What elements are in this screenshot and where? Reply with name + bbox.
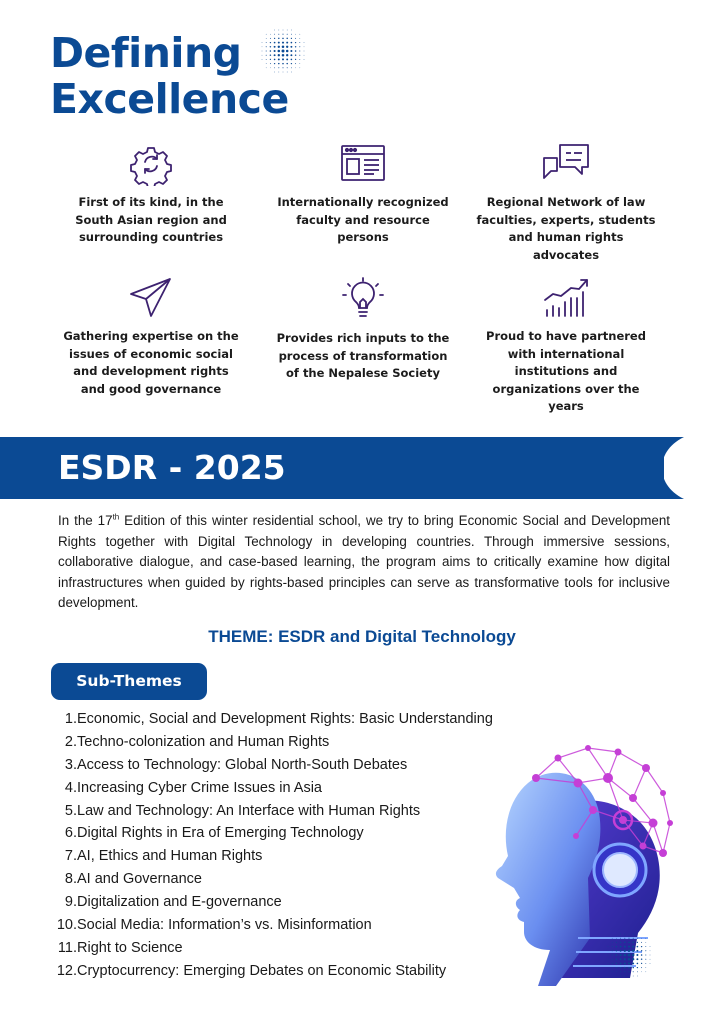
intro-text-start: In the 17 xyxy=(58,513,113,528)
lightbulb-icon xyxy=(340,276,386,322)
feature-text: Regional Network of law faculties, experts, students and human rights advocates xyxy=(476,195,656,262)
list-text: Increasing Cyber Crime Issues in Asia xyxy=(77,779,322,796)
banner-cap xyxy=(644,437,684,499)
list-text: Law and Technology: An Interface with Human Rights xyxy=(77,802,421,819)
feature-item xyxy=(61,276,241,398)
list-text: Techno-colonization and Human Rights xyxy=(77,733,330,750)
theme-heading: THEME: ESDR and Digital Technology xyxy=(208,627,516,646)
list-text: Access to Technology: Global North-South Debates xyxy=(77,756,408,773)
feature-item xyxy=(61,142,241,247)
feature-text: First of its kind, in the South Asian region and surrounding countries xyxy=(75,195,227,244)
intro-paragraph xyxy=(58,511,670,614)
list-number: 5. xyxy=(64,802,77,819)
banner-title: ESDR - 2025 xyxy=(58,448,286,487)
feature-text: Proud to have partnered with international institutions and organizations over the years xyxy=(486,329,646,413)
list-number: 12. xyxy=(56,962,77,979)
feature-item xyxy=(476,276,656,416)
feature-item xyxy=(273,276,453,383)
paper-plane-icon xyxy=(128,276,174,320)
list-number: 4. xyxy=(64,779,77,796)
list-item xyxy=(56,960,526,983)
ordinal-suffix: th xyxy=(112,512,120,522)
list-text: Social Media: Information’s vs. Misinformation xyxy=(77,917,372,934)
list-item xyxy=(56,800,526,823)
feature-item xyxy=(476,142,656,264)
list-text: AI, Ethics and Human Rights xyxy=(77,848,263,865)
list-item xyxy=(56,777,526,800)
list-number: 2. xyxy=(64,733,77,750)
list-text: Digital Rights in Era of Emerging Technology xyxy=(77,825,364,842)
list-number: 11. xyxy=(57,939,77,956)
list-number: 3. xyxy=(64,756,77,773)
sub-themes-label: Sub-Themes xyxy=(51,663,207,700)
list-number: 6. xyxy=(64,825,77,842)
list-number: 8. xyxy=(64,871,77,888)
list-item xyxy=(56,937,526,960)
list-item xyxy=(56,914,526,937)
web-layout-icon xyxy=(340,142,386,186)
chat-bubbles-icon xyxy=(541,142,591,186)
list-text: Digitalization and E-governance xyxy=(77,894,282,911)
list-item xyxy=(56,822,526,845)
list-text: Economic, Social and Development Rights: Basic Understanding xyxy=(77,711,493,727)
list-item xyxy=(56,868,526,891)
sub-themes-list xyxy=(56,708,526,983)
halftone-dots-decoration xyxy=(604,930,654,980)
list-number: 7. xyxy=(64,848,77,865)
feature-text: Internationally recognized faculty and resource persons xyxy=(277,195,449,244)
list-item xyxy=(56,731,526,754)
list-item xyxy=(56,708,526,731)
halftone-dots-decoration xyxy=(258,26,308,76)
list-number: 10. xyxy=(56,917,77,934)
feature-text: Gathering expertise on the issues of economic social and development rights and good governance xyxy=(63,329,239,396)
feature-item xyxy=(273,142,453,247)
intro-text-rest: Edition of this winter residential school, we try to bring Economic Social and Development Rights together with Digital Technology in developing countries. Through immersive sessions, collaborative dialogue, and case-based learning, the program aims to critically examine how digital infrastructures when guided by rights-based principles can serve as transformative tools for inclusive development. xyxy=(58,513,670,610)
title-line-1: Defining xyxy=(50,29,242,77)
list-number: 1. xyxy=(64,711,77,727)
list-item xyxy=(56,754,526,777)
list-text: AI and Governance xyxy=(77,871,202,888)
growth-chart-icon xyxy=(541,276,591,320)
list-item xyxy=(56,845,526,868)
page-title xyxy=(50,30,289,122)
list-number: 9. xyxy=(64,894,77,911)
list-text: Cryptocurrency: Emerging Debates on Economic Stability xyxy=(77,962,447,979)
gear-cycle-icon xyxy=(129,142,173,186)
list-item xyxy=(56,891,526,914)
title-line-2: Excellence xyxy=(50,75,289,123)
list-text: Right to Science xyxy=(77,939,183,956)
feature-text: Provides rich inputs to the process of transformation of the Nepalese Society xyxy=(276,331,450,380)
